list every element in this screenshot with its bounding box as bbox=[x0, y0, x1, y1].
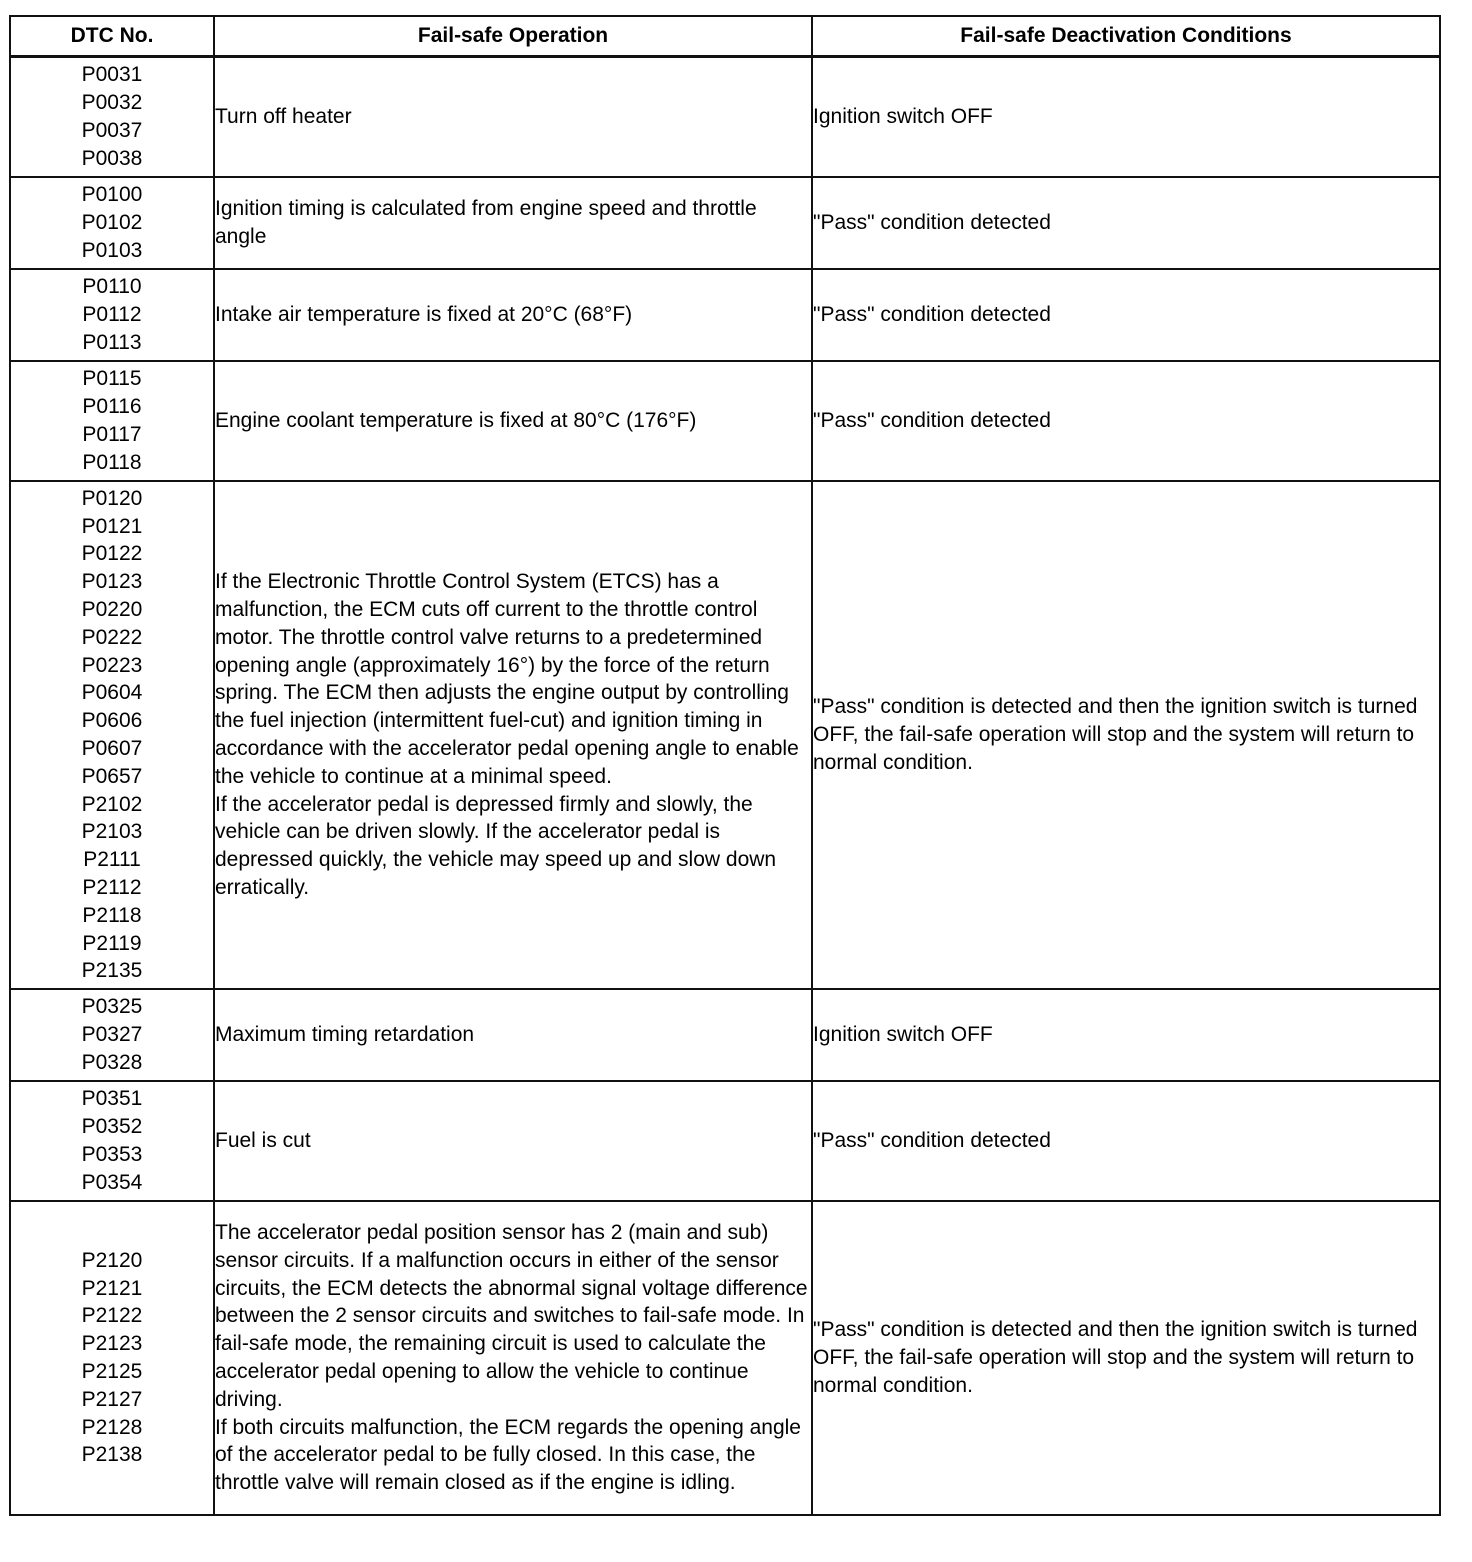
header-deactivation-conditions: Fail-safe Deactivation Conditions bbox=[812, 16, 1440, 57]
dtc-cell: P0325 P0327 P0328 bbox=[10, 989, 214, 1081]
operation-cell: Maximum timing retardation bbox=[214, 989, 812, 1081]
table-row bbox=[10, 481, 1440, 989]
table-row bbox=[10, 361, 1440, 481]
operation-cell: Engine coolant temperature is fixed at 80°C (176°F) bbox=[214, 361, 812, 481]
fail-safe-table bbox=[9, 15, 1441, 1516]
condition-cell: "Pass" condition is detected and then the ignition switch is turned OFF, the fail-safe operation will stop and the system will return to normal condition. bbox=[812, 1201, 1440, 1515]
condition-cell: "Pass" condition detected bbox=[812, 177, 1440, 269]
table-row bbox=[10, 1201, 1440, 1515]
dtc-cell: P0031 P0032 P0037 P0038 bbox=[10, 57, 214, 178]
header-dtc-no: DTC No. bbox=[10, 16, 214, 57]
condition-cell: "Pass" condition detected bbox=[812, 1081, 1440, 1201]
table-row bbox=[10, 269, 1440, 361]
condition-cell: "Pass" condition detected bbox=[812, 269, 1440, 361]
dtc-cell: P0120 P0121 P0122 P0123 P0220 P0222 P0223 P0604 P0606 P0607 P0657 P2102 P2103 P2111 P2112 P2118 P2119 P2135 bbox=[10, 481, 214, 989]
condition-cell: Ignition switch OFF bbox=[812, 989, 1440, 1081]
operation-cell: Turn off heater bbox=[214, 57, 812, 178]
table-header bbox=[10, 16, 1440, 57]
dtc-cell: P2120 P2121 P2122 P2123 P2125 P2127 P2128 P2138 bbox=[10, 1201, 214, 1515]
dtc-cell: P0110 P0112 P0113 bbox=[10, 269, 214, 361]
dtc-cell: P0100 P0102 P0103 bbox=[10, 177, 214, 269]
operation-cell: The accelerator pedal position sensor has 2 (main and sub) sensor circuits. If a malfunction occurs in either of the sensor circuits, the ECM detects the abnormal signal voltage difference between the 2 sensor circuits and switches to fail-safe mode. In fail-safe mode, the remaining circuit is used to calculate the accelerator pedal opening to allow the vehicle to continue driving. If both circuits malfunction, the ECM regards the opening angle of the accelerator pedal to be fully closed. In this case, the throttle valve will remain closed as if the engine is idling. bbox=[214, 1201, 812, 1515]
condition-cell: "Pass" condition detected bbox=[812, 361, 1440, 481]
header-fail-safe-operation: Fail-safe Operation bbox=[214, 16, 812, 57]
header-row bbox=[10, 16, 1440, 57]
table-row bbox=[10, 177, 1440, 269]
operation-cell: Intake air temperature is fixed at 20°C (68°F) bbox=[214, 269, 812, 361]
dtc-cell: P0115 P0116 P0117 P0118 bbox=[10, 361, 214, 481]
operation-cell: Fuel is cut bbox=[214, 1081, 812, 1201]
dtc-cell: P0351 P0352 P0353 P0354 bbox=[10, 1081, 214, 1201]
condition-cell: Ignition switch OFF bbox=[812, 57, 1440, 178]
operation-cell: Ignition timing is calculated from engine speed and throttle angle bbox=[214, 177, 812, 269]
table-row bbox=[10, 989, 1440, 1081]
table-body bbox=[10, 57, 1440, 1516]
condition-cell: "Pass" condition is detected and then the ignition switch is turned OFF, the fail-safe operation will stop and the system will return to normal condition. bbox=[812, 481, 1440, 989]
table-row bbox=[10, 1081, 1440, 1201]
table-row bbox=[10, 57, 1440, 178]
operation-cell: If the Electronic Throttle Control System (ETCS) has a malfunction, the ECM cuts off current to the throttle control motor. The throttle control valve returns to a predetermined opening angle (approximately 16°) by the force of the return spring. The ECM then adjusts the engine output by controlling the fuel injection (intermittent fuel-cut) and ignition timing in accordance with the accelerator pedal opening angle to enable the vehicle to continue at a minimal speed. If the accelerator pedal is depressed firmly and slowly, the vehicle can be driven slowly. If the accelerator pedal is depressed quickly, the vehicle may speed up and slow down erratically. bbox=[214, 481, 812, 989]
